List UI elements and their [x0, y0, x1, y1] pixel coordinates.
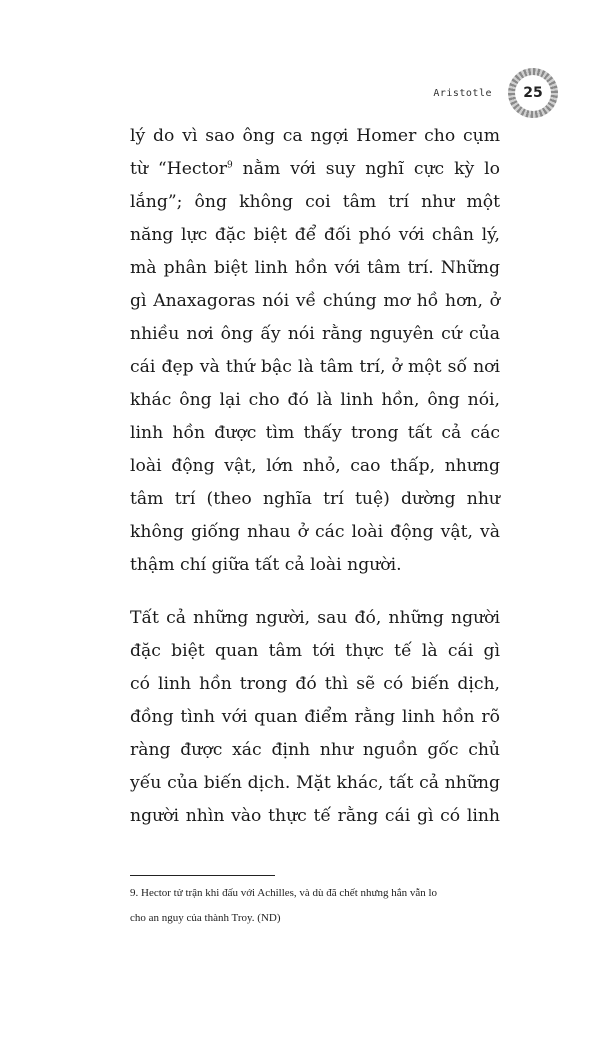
text-line: thậm chí giữa tất cả loài người. [130, 555, 402, 575]
text-fragment: nằm với suy nghĩ cực kỳ lo [232, 159, 500, 179]
text-line: lý do vì sao ông ca ngợi Homer cho cụm [130, 126, 500, 146]
text-line: năng lực đặc biệt để đối phó với chân lý, [130, 225, 500, 245]
text-line: lắng”; ông không coi tâm trí như một [130, 192, 500, 212]
text-line: có linh hồn trong đó thì sẽ có biến dịch, [130, 674, 500, 694]
text-line: linh hồn được tìm thấy trong tất cả các [130, 423, 500, 443]
text-line: gì Anaxagoras nói về chúng mơ hồ hơn, ở [130, 291, 500, 311]
text-line: ràng được xác định như nguồn gốc chủ [130, 740, 500, 760]
text-fragment: từ “Hector [130, 159, 227, 179]
text-line: cái đẹp và thứ bậc là tâm trí, ở một số nơi [130, 357, 500, 377]
body-text [130, 120, 500, 833]
page-number: 25 [515, 75, 551, 111]
page-number-badge [508, 68, 558, 118]
paragraph-2 [130, 602, 500, 833]
footnote-divider [130, 875, 275, 876]
text-line: mà phân biệt linh hồn với tâm trí. Những [130, 258, 500, 278]
footnote-line: 9. Hector tử trận khi đấu với Achilles, và dù đã chết nhưng hắn vẫn lo [130, 887, 438, 899]
running-header-title: Aristotle [433, 88, 492, 99]
footnote-line: cho an nguy của thành Troy. (ND) [130, 912, 281, 924]
text-line: nhiều nơi ông ấy nói rằng nguyên cứ của [130, 324, 500, 344]
text-line: người nhìn vào thực tế rằng cái gì có linh [130, 806, 500, 826]
text-line: không giống nhau ở các loài động vật, và [130, 522, 500, 542]
text-line: đặc biệt quan tâm tới thực tế là cái gì [130, 641, 500, 661]
text-line: tâm trí (theo nghĩa trí tuệ) dường như [130, 489, 500, 509]
text-line: khác ông lại cho đó là linh hồn, ông nói, [130, 390, 500, 410]
text-line [130, 153, 500, 186]
footnote-reference[interactable]: 9 [226, 160, 233, 171]
text-line: yếu của biến dịch. Mặt khác, tất cả những [130, 773, 500, 793]
footnote-9 [130, 881, 510, 931]
text-line: đồng tình với quan điểm rằng linh hồn rõ [130, 707, 500, 727]
text-line: Tất cả những người, sau đó, những người [130, 608, 500, 628]
text-line: loài động vật, lớn nhỏ, cao thấp, nhưng [130, 456, 500, 476]
paragraph-1 [130, 120, 500, 582]
